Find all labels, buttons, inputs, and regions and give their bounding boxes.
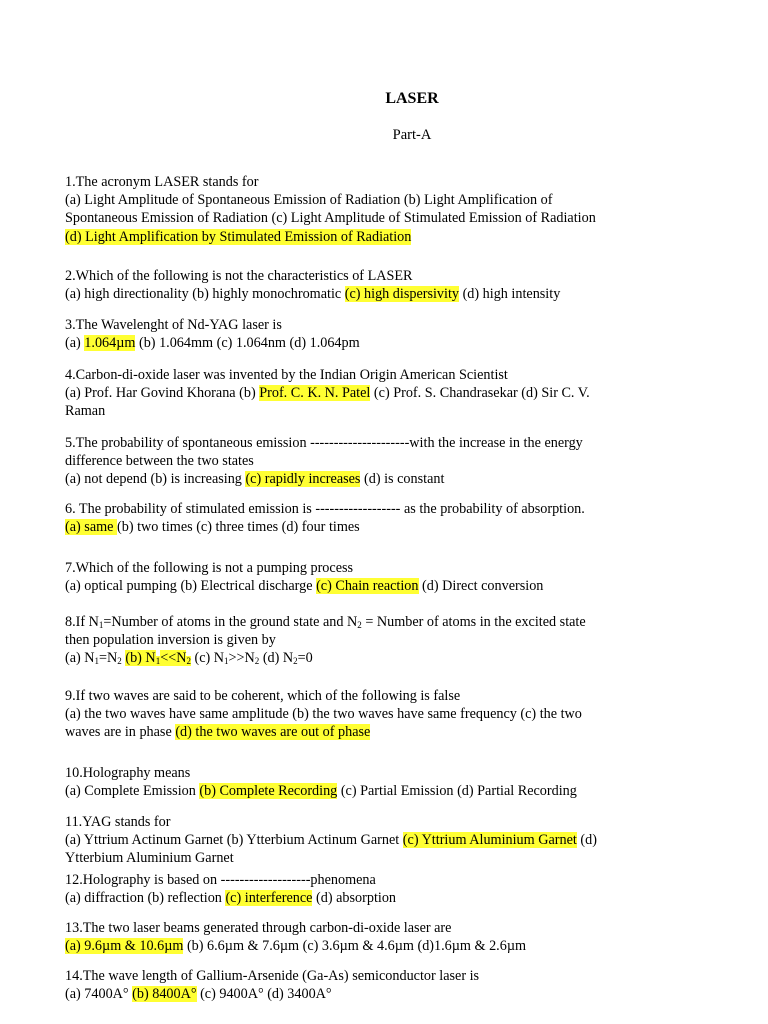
question-line [65, 434, 705, 452]
question-text: then population inversion is given by [65, 632, 276, 649]
question-text: (d) [576, 832, 597, 849]
question-text: 8.If N [65, 614, 99, 630]
subscript-text: 1 [94, 656, 100, 667]
question-line [65, 285, 705, 303]
question-text: =N [99, 650, 118, 667]
subscript-text: 2 [357, 620, 362, 630]
question-line [65, 849, 705, 867]
question-text: waves are in phase [65, 724, 176, 741]
question-line [65, 334, 705, 352]
question-line [65, 316, 705, 334]
question-line [65, 919, 705, 937]
highlighted-answer-text: (b) Complete Recording [199, 783, 338, 800]
question-text: 12.Holography is based on -------------------phenomena [65, 872, 376, 888]
question-text: (d) Direct conversion [418, 578, 544, 595]
question-text: (a) diffraction (b) reflection [65, 890, 226, 907]
question-text: 11.YAG stands for [65, 814, 171, 830]
question-1 [65, 173, 705, 246]
question-text: 10.Holography means [65, 765, 191, 781]
question-text: = Number of atoms in the excited state [361, 614, 586, 630]
question-text: (b) 6.6µm & 7.6µm (c) 3.6µm & 4.6µm (d)1.6µm & 2.6µm [183, 938, 527, 955]
question-text: (a) high directionality (b) highly monochromatic [65, 286, 345, 303]
document-title: LASER [385, 90, 439, 107]
question-line [65, 384, 705, 402]
question-7 [65, 559, 705, 595]
highlighted-answer-text: (c) rapidly increases [245, 471, 361, 488]
question-line [65, 631, 705, 649]
question-text: 13.The two laser beams generated through carbon-di-oxide laser are [65, 920, 452, 936]
question-line [65, 559, 705, 577]
question-text: 4.Carbon-di-oxide laser was invented by the Indian Origin American Scientist [65, 367, 508, 383]
question-line [65, 577, 705, 595]
question-6 [65, 500, 705, 536]
question-line [65, 687, 705, 705]
question-8 [65, 613, 705, 668]
question-13 [65, 919, 705, 955]
question-line [65, 967, 705, 985]
question-line [65, 209, 705, 227]
question-line [65, 500, 705, 518]
question-text: >>N [228, 650, 255, 667]
question-line [65, 366, 705, 384]
question-text: 2.Which of the following is not the characteristics of LASER [65, 268, 413, 284]
question-text: (b) 1.064mm (c) 1.064nm (d) 1.064pm [135, 335, 360, 352]
highlighted-answer-text: 1.064µm [84, 335, 136, 352]
subscript-text: 1 [98, 620, 104, 630]
subscript-text: 2 [117, 656, 122, 667]
highlighted-answer-text: (c) Yttrium Aluminium Garnet [402, 832, 577, 849]
highlighted-answer-text: (a) 9.6µm & 10.6µm [65, 938, 184, 955]
question-text: =Number of atoms in the ground state and N [103, 614, 358, 630]
highlighted-answer-text: (b) N [125, 650, 156, 667]
subscript-text: 1 [224, 656, 229, 667]
question-line [65, 782, 705, 800]
question-text: (c) Prof. S. Chandrasekar (d) Sir C. V. [370, 385, 590, 402]
highlighted-answer-text: (c) interference [225, 890, 313, 907]
question-line [65, 191, 705, 209]
question-12 [65, 871, 705, 907]
question-text: (a) 7400A° [65, 986, 133, 1003]
question-line [65, 871, 705, 889]
question-text: (a) Prof. Har Govind Khorana (b) [65, 385, 260, 402]
question-line [65, 937, 705, 955]
highlighted-answer-text: (b) 8400A° [132, 986, 197, 1003]
highlighted-answer-text: 1 [155, 656, 161, 667]
question-line [65, 173, 705, 191]
highlighted-answer-text: (a) same [65, 519, 117, 536]
question-line [65, 452, 705, 470]
question-10 [65, 764, 705, 800]
question-text: (b) two times (c) three times (d) four times [117, 519, 360, 536]
question-5 [65, 434, 705, 489]
question-text: (c) 9400A° (d) 3400A° [196, 986, 332, 1003]
question-line [65, 705, 705, 723]
question-text: (a) Light Amplitude of Spontaneous Emission of Radiation (b) Light Amplification of [65, 192, 553, 209]
question-text: 1.The acronym LASER stands for [65, 174, 259, 190]
document-subtitle: Part-A [392, 127, 432, 143]
question-text: =0 [297, 650, 313, 667]
question-line [65, 267, 705, 285]
question-text: 14.The wave length of Gallium-Arsenide (Ga-As) semiconductor laser is [65, 968, 480, 984]
question-text: 6. The probability of stimulated emission is ------------------ as the probability of absorption. [65, 501, 585, 517]
question-line [65, 764, 705, 782]
question-line [65, 518, 705, 536]
question-line [65, 889, 705, 907]
subscript-text: 2 [293, 656, 298, 667]
question-text: (c) N [190, 650, 225, 667]
question-line [65, 613, 705, 631]
question-text: 5.The probability of spontaneous emission ---------------------with the increase in the energy [65, 435, 583, 451]
question-text: Spontaneous Emission of Radiation (c) Light Amplitude of Stimulated Emission of Radiation [65, 210, 596, 227]
question-text: 9.If two waves are said to be coherent, which of the following is false [65, 688, 461, 704]
question-text: (d) N [259, 650, 294, 667]
question-text: (a) Complete Emission [65, 783, 200, 800]
question-text: (a) [65, 335, 85, 352]
highlighted-answer-text: 2 [186, 656, 191, 667]
question-line [65, 470, 705, 488]
question-text: difference between the two states [65, 453, 254, 470]
question-text: (d) high intensity [459, 286, 561, 303]
question-2 [65, 267, 705, 303]
highlighted-answer-text: <<N [160, 650, 187, 667]
question-text: Raman [65, 403, 106, 420]
question-11 [65, 813, 705, 868]
highlighted-answer-text: (c) Chain reaction [316, 578, 419, 595]
question-text: (a) the two waves have same amplitude (b) the two waves have same frequency (c) the two [65, 706, 582, 723]
question-line [65, 813, 705, 831]
question-14 [65, 967, 705, 1003]
subscript-text: 2 [254, 656, 260, 667]
question-text: 3.The Wavelenght of Nd-YAG laser is [65, 317, 282, 333]
question-line [65, 831, 705, 849]
question-text: (a) Yttrium Actinum Garnet (b) Ytterbium Actinum Garnet [65, 832, 403, 849]
question-4 [65, 366, 705, 421]
question-text: (d) absorption [312, 890, 397, 907]
question-text: (a) not depend (b) is increasing [65, 471, 246, 488]
question-9 [65, 687, 705, 742]
question-line [65, 402, 705, 420]
question-text: (a) optical pumping (b) Electrical discharge [65, 578, 317, 595]
question-line [65, 228, 705, 246]
highlighted-answer-text: Prof. C. K. N. Patel [259, 385, 371, 402]
question-text: (a) N [65, 650, 95, 667]
question-3 [65, 316, 705, 352]
highlighted-answer-text: (d) Light Amplification by Stimulated Emission of Radiation [65, 228, 412, 245]
highlighted-answer-text: (c) high dispersivity [344, 286, 460, 303]
question-text: (d) is constant [360, 471, 445, 488]
question-text: (c) Partial Emission (d) Partial Recording [337, 783, 577, 800]
highlighted-answer-text: (d) the two waves are out of phase [175, 724, 371, 741]
question-line [65, 649, 705, 667]
question-text: 7.Which of the following is not a pumping process [65, 560, 354, 576]
question-line [65, 985, 705, 1003]
question-line [65, 723, 705, 741]
question-text: Ytterbium Aluminium Garnet [65, 850, 234, 867]
